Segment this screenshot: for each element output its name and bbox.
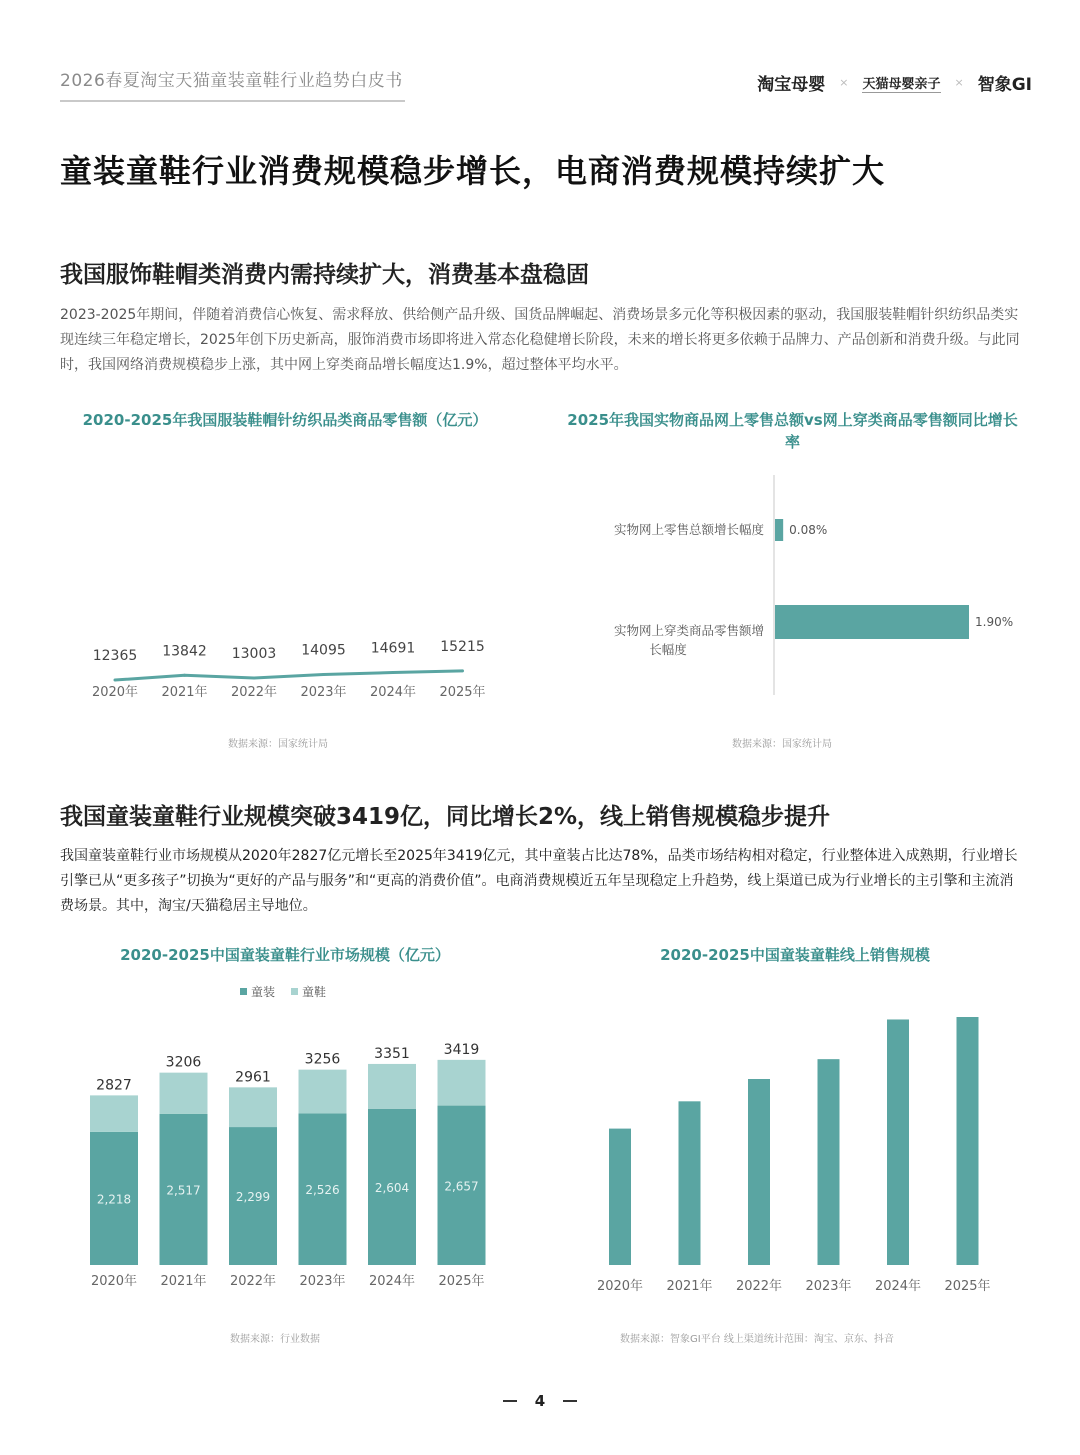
bar (775, 519, 783, 541)
bar (679, 1101, 701, 1265)
x-tick-label: 2023年 (805, 1279, 852, 1294)
bar (957, 1017, 979, 1265)
bar-segment (438, 1060, 486, 1106)
line-series (115, 671, 463, 680)
chart1-line-chart (60, 440, 520, 710)
bar-segment (299, 1070, 347, 1114)
section2-paragraph: 我国童装童鞋行业市场规模从2020年2827亿元增长至2025年3419亿元，其中童装占比达78%，品类市场结构相对稳定，行业整体进入成熟期，行业增长引擎已从“更多孩子”切换为“更好的产品与服务”和“更高的消费价值”。电商消费规模近五年呈现稳定上升趋势，线上渠道已成为行业增长的主引擎和主流消费场景。其中，淘宝/天猫稳居主导地位。 (60, 848, 1018, 914)
legend-label: 童装 (251, 985, 276, 999)
gi-logo: 智象GI (977, 75, 1032, 95)
data-label: 2,218 (96, 1192, 132, 1207)
bar (748, 1079, 770, 1265)
data-label: 15215 (440, 638, 485, 655)
section2-title: 我国童装童鞋行业规模突破3419亿，同比增长2%，线上销售规模稳步提升 (60, 804, 831, 830)
page-number: 4 (534, 1392, 546, 1410)
line-point (114, 679, 117, 682)
bar-segment (368, 1064, 416, 1109)
tmall-logo: 天猫母婴亲子 (862, 73, 940, 93)
x-tick-label: 2025年 (438, 1274, 485, 1289)
page-title: 童装童鞋行业消费规模稳步增长，电商消费规模持续扩大 (60, 152, 886, 190)
data-label: 13842 (162, 643, 207, 660)
chart3-stacked-bar-chart (70, 980, 510, 1300)
total-label: 3206 (165, 1054, 202, 1071)
x-tick-label: 2022年 (735, 1279, 783, 1294)
total-label: 3419 (443, 1041, 480, 1058)
page-footer (0, 1392, 1080, 1410)
y-tick-label: 实物网上零售总额增长幅度 (613, 522, 764, 537)
legend-swatch (240, 988, 247, 995)
section1-title: 我国服饰鞋帽类消费内需持续扩大，消费基本盘稳固 (60, 262, 589, 288)
dash-icon (503, 1400, 517, 1402)
x-tick-label: 2020年 (596, 1279, 644, 1294)
x-tick-label: 2024年 (369, 685, 417, 700)
chart2-source: 数据来源：国家统计局 (732, 739, 832, 750)
logo-separator-icon: × (839, 76, 849, 89)
data-label: 14691 (370, 640, 416, 657)
x-tick-label: 2022年 (229, 1274, 277, 1289)
line-point (461, 669, 464, 672)
data-label: 2,604 (374, 1180, 410, 1195)
chart3-title: 2020-2025中国童装童鞋行业市场规模（亿元） (120, 946, 450, 964)
bar-segment (160, 1073, 208, 1114)
bar (818, 1059, 840, 1265)
bar (887, 1019, 909, 1265)
bar (775, 605, 969, 639)
data-label: 2,526 (305, 1183, 340, 1198)
y-tick-label-continued: 长幅度 (649, 642, 687, 657)
line-point (392, 671, 395, 674)
chart4-title: 2020-2025中国童装童鞋线上销售规模 (660, 946, 930, 964)
dash-icon (563, 1400, 577, 1402)
line-point (253, 676, 256, 679)
partner-logos (757, 70, 1032, 95)
data-label: 2,517 (166, 1183, 201, 1198)
x-tick-label: 2020年 (91, 685, 139, 700)
total-label: 2961 (235, 1069, 271, 1086)
bar-segment (90, 1095, 138, 1132)
x-tick-label: 2021年 (666, 1279, 713, 1294)
data-label: 0.08% (789, 523, 828, 537)
x-tick-label: 2025年 (944, 1279, 991, 1294)
data-label: 13003 (231, 645, 277, 662)
x-tick-label: 2021年 (161, 685, 208, 700)
taobao-logo: 淘宝母婴 (757, 75, 826, 95)
bar-segment (229, 1087, 277, 1127)
chart1-source: 数据来源：国家统计局 (228, 739, 328, 750)
x-tick-label: 2023年 (300, 685, 347, 700)
data-label: 12365 (92, 648, 138, 665)
total-label: 2827 (96, 1077, 132, 1094)
header-divider (60, 100, 405, 102)
data-label: 1.90% (975, 615, 1014, 629)
page-header (0, 0, 1080, 110)
chart1-title: 2020-2025年我国服装鞋帽针纺织品类商品零售额（亿元） (82, 411, 488, 429)
chart2-title: 2025年我国实物商品网上零售总额vs网上穿类商品零售额同比增长率 (567, 411, 1018, 451)
x-tick-label: 2025年 (439, 685, 486, 700)
chart4-bar-chart (580, 1005, 1020, 1300)
x-tick-label: 2024年 (874, 1279, 922, 1294)
chart4-source: 数据来源：智象GI平台 线上渠道统计范围：淘宝、京东、抖音 (620, 1334, 894, 1345)
x-tick-label: 2020年 (90, 1274, 138, 1289)
data-label: 2,299 (235, 1190, 271, 1205)
legend-swatch (291, 988, 298, 995)
chart3-source: 数据来源：行业数据 (230, 1334, 320, 1345)
data-label: 2,657 (444, 1179, 479, 1194)
bar (609, 1129, 631, 1265)
x-tick-label: 2022年 (230, 685, 278, 700)
x-tick-label: 2023年 (299, 1274, 346, 1289)
x-tick-label: 2021年 (160, 1274, 207, 1289)
y-tick-label: 实物网上穿类商品零售额增 (613, 623, 764, 638)
logo-separator-icon: × (954, 76, 964, 89)
line-point (322, 673, 325, 676)
chart2-hbar-chart (560, 470, 1040, 700)
legend-label: 童鞋 (302, 985, 327, 999)
section1-paragraph: 2023-2025年期间，伴随着消费信心恢复、需求释放、供给侧产品升级、国货品牌崛起、消费场景多元化等积极因素的驱动，我国服装鞋帽针织纺织品类实现连续三年稳定增长，2025年创下历史新高，服饰消费市场即将进入常态化稳健增长阶段，未来的增长将更多依赖于品牌力、产品创新和消费升级。与此同时，我国网络消费规模稳步上涨，其中网上穿类商品增长幅度达1.9%，超过整体平均水平。 (60, 307, 1020, 373)
x-tick-label: 2024年 (368, 1274, 416, 1289)
total-label: 3256 (304, 1051, 341, 1068)
data-label: 14095 (301, 642, 346, 659)
line-point (183, 674, 186, 677)
total-label: 3351 (374, 1045, 410, 1062)
report-title: 2026春夏淘宝天猫童装童鞋行业趋势白皮书 (60, 71, 403, 91)
